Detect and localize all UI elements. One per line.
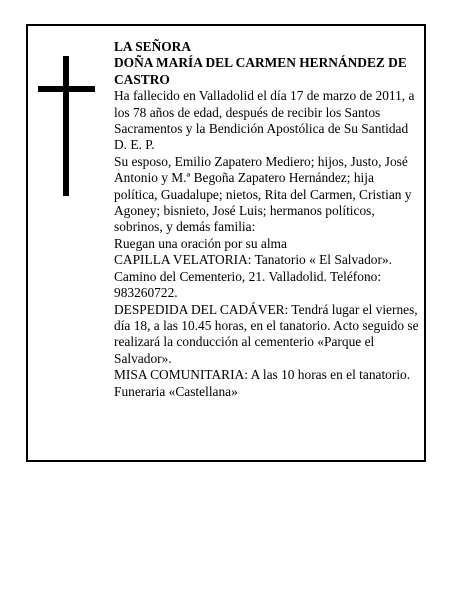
death-announcement: Ha fallecido en Valladolid el día 17 de marzo de 2011, a los 78 años de edad, después de recibir los Santos Sacramentos y la Bendición Apostólica de Su Santidad D. E. P. xyxy=(114,88,415,153)
funeral-home-name: Funeraria «Castellana» xyxy=(114,383,238,399)
chapel-information: CAPILLA VELATORIA: Tanatorio « El Salvador». Camino del Cementerio, 21. Valladolid. Teléfono: 983260722. xyxy=(114,252,393,301)
cross-icon xyxy=(63,56,69,196)
cross-icon-bar xyxy=(38,86,95,92)
family-list: Su esposo, Emilio Zapatero Mediero; hijos, Justo, José Antonio y M.ª Begoña Zapatero Hernández; hija política, Guadalupe; nietos, Rita del Carmen, Cristian y Agoney; bisnieto, José Luis; hermanos políticos, sobrinos, y demás familia: xyxy=(114,153,412,235)
prayer-request: Ruegan una oración por su alma xyxy=(114,235,287,251)
obituary-text-block xyxy=(114,39,419,400)
deceased-name: DOÑA MARÍA DEL CARMEN HERNÁNDEZ DE CASTRO xyxy=(114,55,407,87)
notice-title: LA SEÑORA xyxy=(114,39,192,54)
mass-information: MISA COMUNITARIA: A las 10 horas en el tanatorio. xyxy=(114,367,411,383)
farewell-information: DESPEDIDA DEL CADÁVER: Tendrá lugar el viernes, día 18, a las 10.45 horas, en el tanatorio. Acto seguido se realizará la conducción al cementerio «Parque el Salvador». xyxy=(114,301,419,366)
